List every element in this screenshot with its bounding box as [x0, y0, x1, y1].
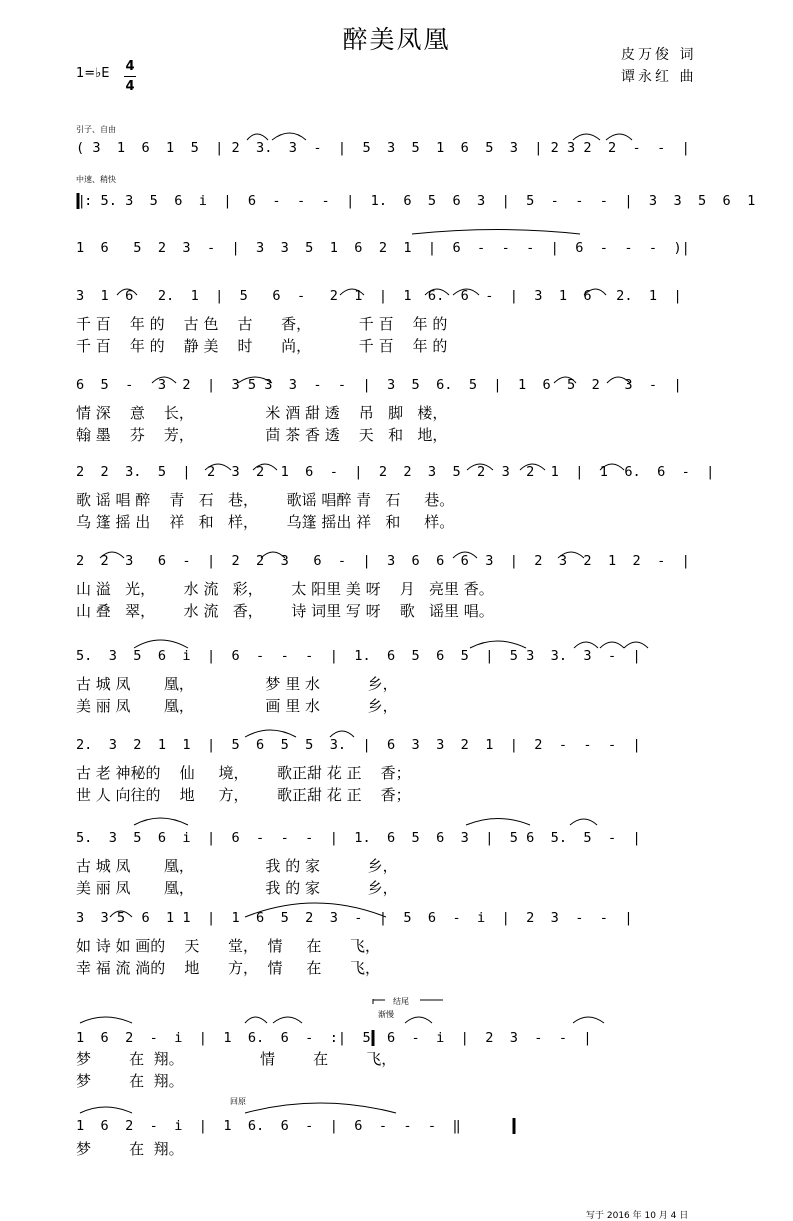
lyric-line-verse-2: 梦 在 翔。	[76, 1072, 184, 1090]
intro-label: 引子、自由	[76, 125, 116, 134]
lyric-line-verse-1: 千 百 年 的 古 色 古 香， 千 百 年 的	[76, 315, 448, 333]
lyric-line-verse-2: 乌 篷 摇 出 祥 和 样， 乌篷 摇出 祥 和 样。	[76, 513, 455, 531]
composer-credit: 谭永红 曲	[621, 69, 697, 85]
key-signature: 1=♭E	[76, 66, 110, 81]
lyric-line-verse-2: 美 丽 凤 凰， 我 的 家 乡，	[76, 879, 398, 897]
tempo-label: 中速、稍快	[76, 175, 116, 184]
notation-line: ( 3 1 6 1 5 | 2 3. 3 - | 5 3 5 1 6 5 3 | 2 3 2 2 - - |	[76, 140, 690, 156]
lyric-line-verse-2: 美 丽 凤 凰， 画 里 水 乡，	[76, 697, 398, 715]
lyricist-credit: 皮万俊 词	[621, 47, 697, 63]
notation-line: 3 3 5 6 1 1 | 1 6 5 2 3 - | 5 6 - i | 2 3 - - |	[76, 910, 633, 926]
notation-line: 1 6 2 - i | 1 6. 6 - | 6 - - - ‖	[76, 1118, 461, 1134]
lyric-line-verse-2: 世 人 向往的 地 方， 歌正甜 花 正 香；	[76, 786, 411, 804]
notation-line: 6 5 - 3 2 | 3 5 3 3 - - | 3 5 6. 5 | 1 6 5 2 3 - |	[76, 377, 682, 393]
ending-label: 结尾	[393, 997, 409, 1006]
notation-line: 1 6 2 - i | 1 6. 6 - :| 5 6 - i | 2 3 - - |	[76, 1030, 592, 1046]
notation-line: ‖: 5. 3 5 6 i | 6 - - - | 1. 6 5 6 3 | 5 - - - | 3 3 5 6 1	[76, 193, 756, 209]
lyric-line-verse-2: 山 叠 翠， 水 流 香， 诗 词里 写 呀 歌 谣里 唱。	[76, 602, 494, 620]
notation-line: 2 2 3 6 - | 2 2 3 6 - | 3 6 6 6 3 | 2 3 2 1 2 - |	[76, 553, 690, 569]
meter-top: 4	[125, 59, 135, 74]
lyric-line-verse-1: 情 深 意 长， 米 酒 甜 透 吊 脚 楼，	[76, 404, 448, 422]
lyric-line-verse-1: 如 诗 如 画的 天 堂， 情 在 飞，	[76, 937, 380, 955]
lyric-line-verse-1: 梦 在 翔。 情 在 飞，	[76, 1050, 397, 1068]
notation-line: 5. 3 5 6 i | 6 - - - | 1. 6 5 6 3 | 5 6 5. 5 - |	[76, 830, 641, 846]
notation-line: 1 6 5 2 3 - | 3 3 5 1 6 2 1 | 6 - - - | 6 - - - )|	[76, 240, 690, 256]
lyric-line-verse-2: 千 百 年 的 静 美 时 尚， 千 百 年 的	[76, 337, 448, 355]
lyric-line-verse-1: 古 老 神秘的 仙 境， 歌正甜 花 正 香；	[76, 764, 411, 782]
lyric-line-verse-1: 古 城 凤 凰， 我 的 家 乡，	[76, 857, 398, 875]
lyric-line-verse-2: 幸 福 流 淌的 地 方， 情 在 飞，	[76, 959, 380, 977]
lyric-line-verse-1: 歌 谣 唱 醉 青 石 巷， 歌谣 唱醉 青 石 巷。	[76, 491, 455, 509]
notation-line: 5. 3 5 6 i | 6 - - - | 1. 6 5 6 5 | 5 3 3. 3 - |	[76, 648, 641, 664]
lyric-line-verse-2: 翰 墨 芬 芳， 茴 茶 香 透 天 和 地，	[76, 426, 448, 444]
lyric-line-verse-1: 古 城 凤 凰， 梦 里 水 乡，	[76, 675, 398, 693]
lyric-line-verse-1: 山 溢 光， 水 流 彩， 太 阳里 美 呀 月 亮里 香。	[76, 580, 494, 598]
time-signature	[124, 58, 136, 95]
meter-bottom: 4	[125, 79, 135, 94]
return-label: 回原	[230, 1097, 246, 1106]
notation-line: 3 1 6 2. 1 | 5 6 - 2 1 | 1 6. 6 - | 3 1 6 2. 1 |	[76, 288, 682, 304]
slow-label: 渐慢	[378, 1010, 394, 1019]
notation-line: 2 2 3. 5 | 2 3 2 1 6 - | 2 2 3 5 2 3 2 1 | 1 6. 6 - |	[76, 464, 715, 480]
notation-line: 2. 3 2 1 1 | 5 6 5 5 3. | 6 3 3 2 1 | 2 - - - |	[76, 737, 641, 753]
date-footer: 写于 2016 年 10 月 4 日	[586, 1211, 689, 1221]
song-title: 醉美凤凰	[342, 25, 451, 54]
lyric-line-verse-1: 梦 在 翔。	[76, 1140, 184, 1158]
